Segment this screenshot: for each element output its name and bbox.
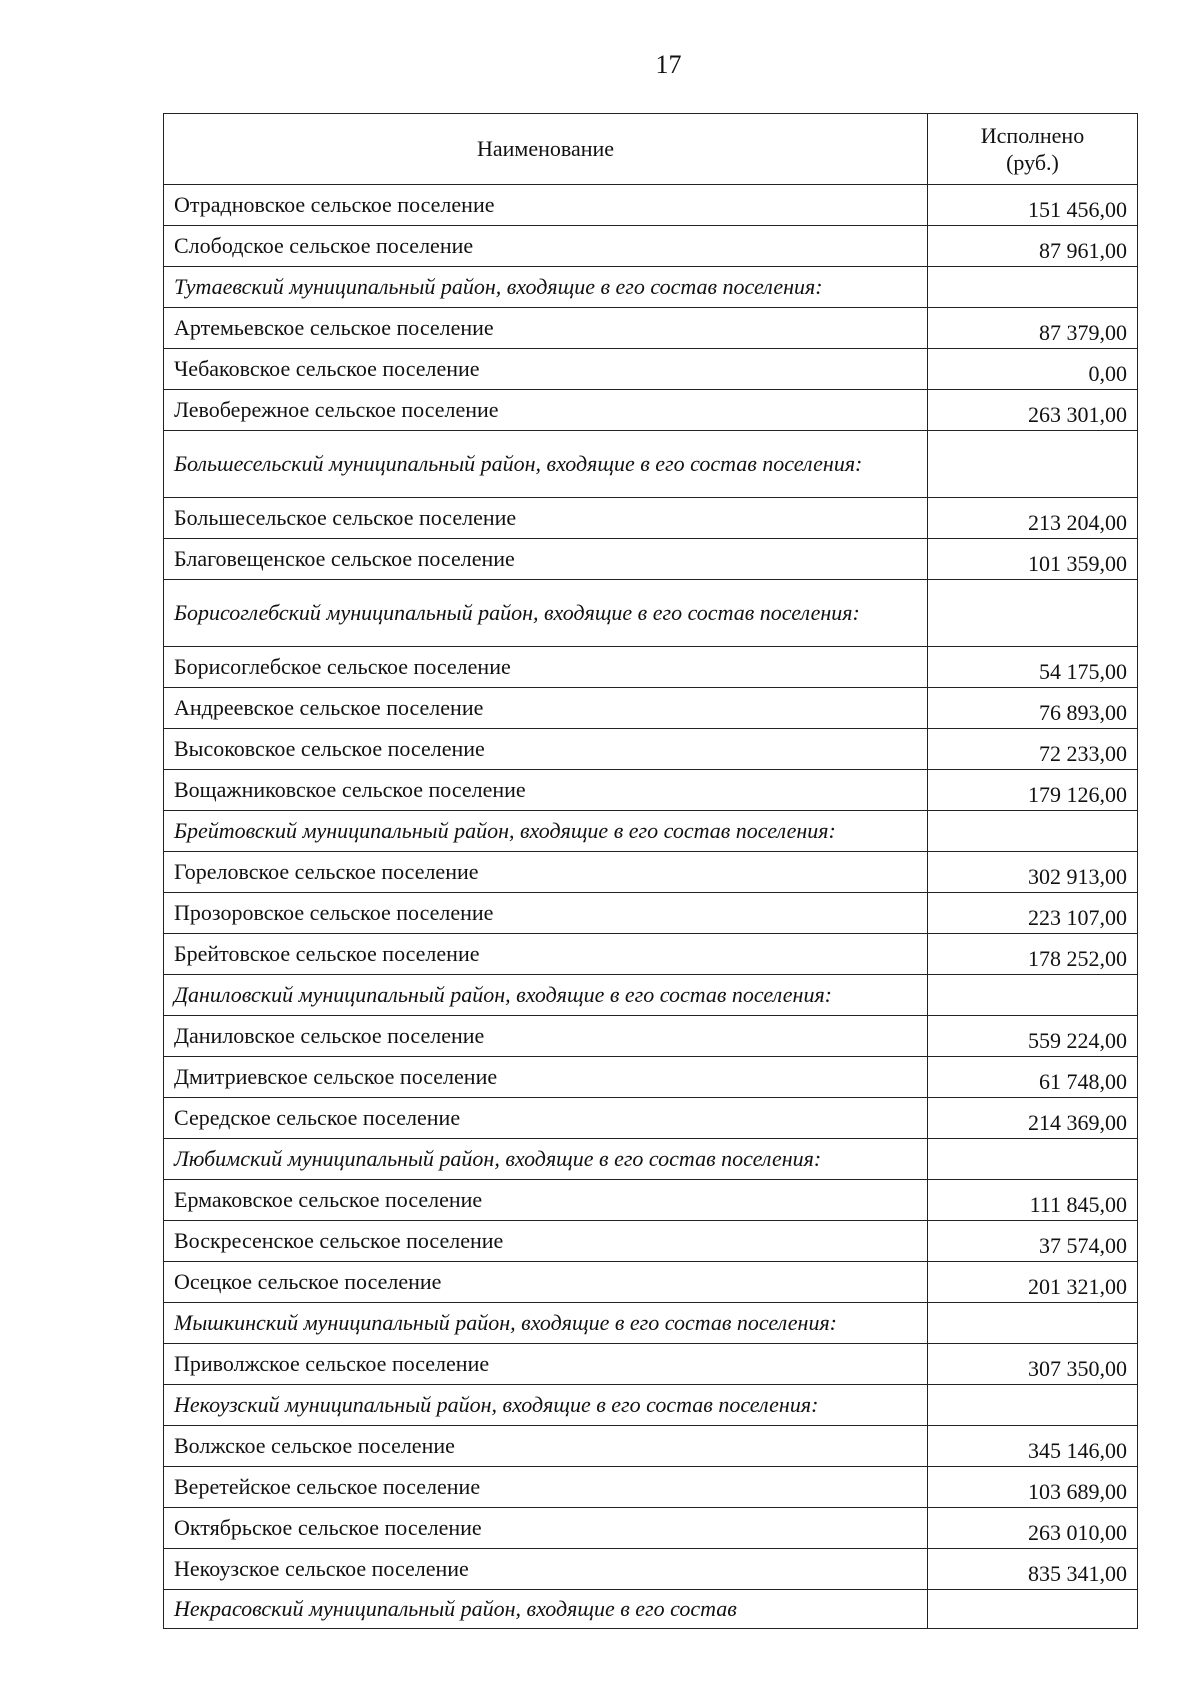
table-row — [164, 1098, 1138, 1139]
executed-amount-cell: 103 689,00 — [928, 1467, 1138, 1508]
executed-amount-cell: 263 010,00 — [928, 1508, 1138, 1549]
district-name-cell: Даниловский муниципальный район, входящие в его состав поселения: — [164, 975, 928, 1016]
executed-amount-cell — [928, 1590, 1138, 1629]
settlement-name-cell: Волжское сельское поселение — [164, 1426, 928, 1467]
table-row — [164, 1467, 1138, 1508]
table-row — [164, 349, 1138, 390]
header-name: Наименование — [164, 114, 928, 185]
table-row — [164, 688, 1138, 729]
executed-amount-cell — [928, 580, 1138, 647]
executed-amount-cell: 54 175,00 — [928, 647, 1138, 688]
table-row — [164, 647, 1138, 688]
settlement-name-cell: Даниловское сельское поселение — [164, 1016, 928, 1057]
executed-amount-cell: 835 341,00 — [928, 1549, 1138, 1590]
settlement-name-cell: Отрадновское сельское поселение — [164, 185, 928, 226]
table-row — [164, 1262, 1138, 1303]
table-header — [164, 114, 1138, 185]
executed-amount-cell: 263 301,00 — [928, 390, 1138, 431]
executed-amount-cell: 111 845,00 — [928, 1180, 1138, 1221]
table-row — [164, 1426, 1138, 1467]
table-row — [164, 934, 1138, 975]
executed-amount-cell: 101 359,00 — [928, 539, 1138, 580]
district-group-row — [164, 1303, 1138, 1344]
executed-amount-cell: 214 369,00 — [928, 1098, 1138, 1139]
district-group-row — [164, 811, 1138, 852]
table-row — [164, 770, 1138, 811]
district-name-cell: Борисоглебский муниципальный район, входящие в его состав поселения: — [164, 580, 928, 647]
executed-amount-cell: 307 350,00 — [928, 1344, 1138, 1385]
executed-amount-cell: 72 233,00 — [928, 729, 1138, 770]
table-row — [164, 308, 1138, 349]
settlement-name-cell: Осецкое сельское поселение — [164, 1262, 928, 1303]
settlement-name-cell: Гореловское сельское поселение — [164, 852, 928, 893]
executed-amount-cell: 76 893,00 — [928, 688, 1138, 729]
table-row — [164, 1016, 1138, 1057]
district-name-cell: Мышкинский муниципальный район, входящие в его состав поселения: — [164, 1303, 928, 1344]
settlement-name-cell: Слободское сельское поселение — [164, 226, 928, 267]
table-row — [164, 226, 1138, 267]
table-row — [164, 498, 1138, 539]
executed-amount-cell: 87 379,00 — [928, 308, 1138, 349]
table-row — [164, 1549, 1138, 1590]
settlement-name-cell: Некоузское сельское поселение — [164, 1549, 928, 1590]
executed-amount-cell: 345 146,00 — [928, 1426, 1138, 1467]
executed-amount-cell: 223 107,00 — [928, 893, 1138, 934]
executed-amount-cell: 213 204,00 — [928, 498, 1138, 539]
execution-table — [163, 113, 1138, 1629]
district-name-cell: Большесельский муниципальный район, входящие в его состав поселения: — [164, 431, 928, 498]
settlement-name-cell: Брейтовское сельское поселение — [164, 934, 928, 975]
district-name-cell: Брейтовский муниципальный район, входящие в его состав поселения: — [164, 811, 928, 852]
executed-amount-cell: 0,00 — [928, 349, 1138, 390]
table-row — [164, 852, 1138, 893]
district-group-row — [164, 1385, 1138, 1426]
executed-amount-cell: 179 126,00 — [928, 770, 1138, 811]
district-name-cell: Любимский муниципальный район, входящие в его состав поселения: — [164, 1139, 928, 1180]
district-group-row — [164, 1139, 1138, 1180]
settlement-name-cell: Приволжское сельское поселение — [164, 1344, 928, 1385]
table-row — [164, 1344, 1138, 1385]
settlement-name-cell: Большесельское сельское поселение — [164, 498, 928, 539]
settlement-name-cell: Вощажниковское сельское поселение — [164, 770, 928, 811]
executed-amount-cell — [928, 1303, 1138, 1344]
executed-amount-cell: 201 321,00 — [928, 1262, 1138, 1303]
settlement-name-cell: Чебаковское сельское поселение — [164, 349, 928, 390]
settlement-name-cell: Дмитриевское сельское поселение — [164, 1057, 928, 1098]
settlement-name-cell: Высоковское сельское поселение — [164, 729, 928, 770]
district-name-cell: Тутаевский муниципальный район, входящие в его состав поселения: — [164, 267, 928, 308]
district-group-row — [164, 975, 1138, 1016]
executed-amount-cell: 37 574,00 — [928, 1221, 1138, 1262]
page-number: 17 — [655, 50, 682, 79]
executed-amount-cell — [928, 1385, 1138, 1426]
table-row — [164, 390, 1138, 431]
district-group-row — [164, 267, 1138, 308]
executed-amount-cell: 302 913,00 — [928, 852, 1138, 893]
settlement-name-cell: Прозоровское сельское поселение — [164, 893, 928, 934]
header-row — [164, 114, 1138, 185]
table-row — [164, 1180, 1138, 1221]
settlement-name-cell: Артемьевское сельское поселение — [164, 308, 928, 349]
settlement-name-cell: Борисоглебское сельское поселение — [164, 647, 928, 688]
settlement-name-cell: Воскресенское сельское поселение — [164, 1221, 928, 1262]
district-name-cell: Некрасовский муниципальный район, входящие в его состав — [164, 1590, 928, 1629]
executed-amount-cell: 559 224,00 — [928, 1016, 1138, 1057]
table-row — [164, 1508, 1138, 1549]
executed-amount-cell — [928, 975, 1138, 1016]
settlement-name-cell: Середское сельское поселение — [164, 1098, 928, 1139]
table-row — [164, 185, 1138, 226]
district-group-row — [164, 1590, 1138, 1629]
table-row — [164, 1221, 1138, 1262]
settlement-name-cell: Октябрьское сельское поселение — [164, 1508, 928, 1549]
executed-amount-cell — [928, 267, 1138, 308]
executed-amount-cell: 87 961,00 — [928, 226, 1138, 267]
settlement-name-cell: Веретейское сельское поселение — [164, 1467, 928, 1508]
header-executed-line1: Исполнено — [980, 123, 1085, 148]
settlement-name-cell: Ермаковское сельское поселение — [164, 1180, 928, 1221]
district-name-cell: Некоузский муниципальный район, входящие в его состав поселения: — [164, 1385, 928, 1426]
settlement-name-cell: Благовещенское сельское поселение — [164, 539, 928, 580]
table-row — [164, 729, 1138, 770]
executed-amount-cell: 151 456,00 — [928, 185, 1138, 226]
district-group-row — [164, 431, 1138, 498]
executed-amount-cell: 178 252,00 — [928, 934, 1138, 975]
table-row — [164, 893, 1138, 934]
district-group-row — [164, 580, 1138, 647]
header-executed-line2: (руб.) — [1006, 150, 1059, 175]
settlement-name-cell: Андреевское сельское поселение — [164, 688, 928, 729]
table-row — [164, 539, 1138, 580]
executed-amount-cell: 61 748,00 — [928, 1057, 1138, 1098]
header-executed — [928, 114, 1138, 185]
executed-amount-cell — [928, 1139, 1138, 1180]
table-body — [164, 185, 1138, 1629]
table-row — [164, 1057, 1138, 1098]
executed-amount-cell — [928, 811, 1138, 852]
executed-amount-cell — [928, 431, 1138, 498]
settlement-name-cell: Левобережное сельское поселение — [164, 390, 928, 431]
